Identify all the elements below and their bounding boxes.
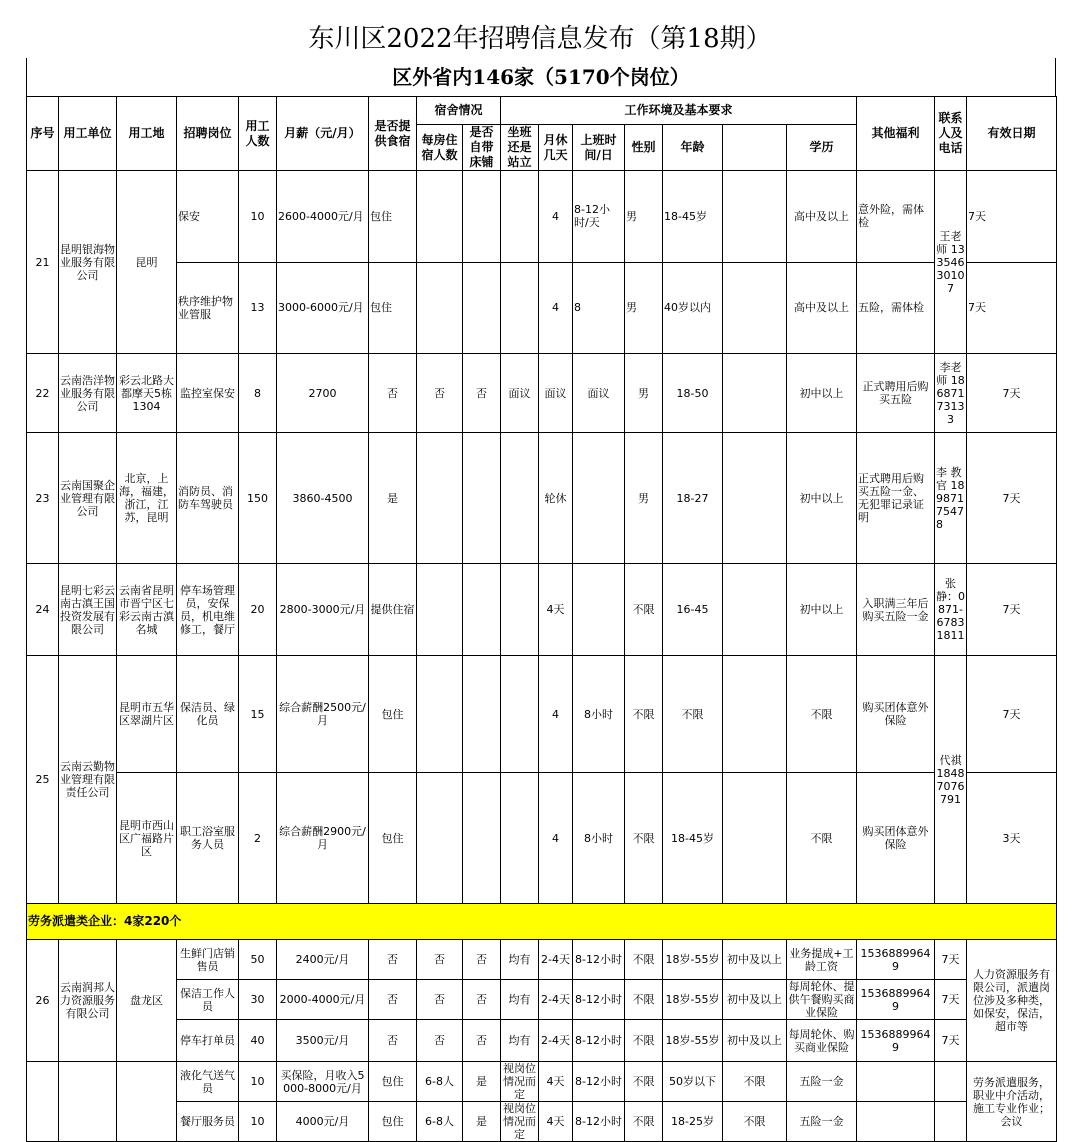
- table-cell: 否: [369, 980, 417, 1020]
- table-subtitle: 区外省内146家（5170个岗位）: [26, 58, 1056, 96]
- header-food: 是否提供食宿: [369, 97, 417, 171]
- table-cell: 提供住宿: [369, 564, 417, 656]
- table-cell: 8-12小时: [573, 1020, 625, 1062]
- table-cell: 不限: [625, 773, 663, 904]
- header-dorm-per: 每房住宿人数: [417, 125, 463, 171]
- table-cell: 初中以上: [787, 433, 857, 564]
- table-row: [27, 980, 1057, 1020]
- table-cell: 8-12小时: [573, 980, 625, 1020]
- table-cell: 面议: [539, 354, 573, 433]
- table-cell: 购买团体意外保险: [857, 773, 935, 904]
- table-cell: 10: [239, 1062, 277, 1102]
- table-cell: 不限: [625, 1062, 663, 1102]
- table-cell: 包住: [369, 171, 417, 263]
- table-cell: [463, 262, 501, 354]
- table-cell: 18岁-55岁: [663, 940, 723, 980]
- table-cell: 8-12小时: [573, 1062, 625, 1102]
- table-cell: 正式聘用后购买五险: [857, 354, 935, 433]
- table-cell: [573, 433, 625, 564]
- table-cell: 4天: [539, 564, 573, 656]
- table-cell: [417, 262, 463, 354]
- table-cell: 7天: [967, 262, 1057, 354]
- table-cell: 张静：0871-67831811: [935, 564, 967, 656]
- table-cell: 不限: [625, 656, 663, 773]
- table-cell: 五险一金: [787, 1102, 857, 1142]
- table-cell: 20: [239, 564, 277, 656]
- table-cell: 18岁-55岁: [663, 980, 723, 1020]
- table-cell: 保洁工作人员: [177, 980, 239, 1020]
- table-cell: [573, 564, 625, 656]
- table-cell: 不限: [625, 980, 663, 1020]
- table-cell: 生鲜门店销售员: [177, 940, 239, 980]
- table-cell: 昆明: [117, 171, 177, 354]
- table-cell: 7天: [967, 171, 1057, 263]
- table-cell: 每周轮休、提供午餐购买商业保险: [788, 980, 855, 1019]
- table-cell: 不限: [723, 1102, 787, 1142]
- table-cell: 保洁员、绿化员: [177, 656, 239, 773]
- table-cell: [463, 171, 501, 263]
- empty-cell: [723, 262, 787, 354]
- recruitment-table: [26, 96, 1057, 1142]
- table-cell: 2-4天: [539, 940, 573, 980]
- table-cell: 包住: [369, 1102, 417, 1142]
- table-cell: 21: [27, 171, 59, 354]
- table-row: [27, 564, 1057, 656]
- table-cell: 50岁以下: [663, 1062, 723, 1102]
- table-cell: 监控室保安: [177, 354, 239, 433]
- table-cell: [417, 564, 463, 656]
- table-cell: 否: [463, 980, 501, 1020]
- table-cell: 昆明七彩云南古滇王国投资发展有限公司: [59, 564, 117, 656]
- table-cell: 2800-3000元/月: [277, 564, 369, 656]
- table-cell: 均有: [501, 940, 539, 980]
- table-cell: 8-12小时: [573, 1102, 625, 1142]
- empty-cell: [723, 773, 787, 904]
- table-cell: 停车场管理员，安保员，机电维修工，餐厅: [177, 564, 239, 656]
- table-cell: 昆明市五华区翠湖片区: [117, 656, 177, 773]
- table-cell: 15: [239, 656, 277, 773]
- table-cell: 面议: [501, 354, 539, 433]
- header-unit: 用工单位: [59, 97, 117, 171]
- table-cell: 4000元/月: [277, 1102, 369, 1142]
- table-cell: 2-4天: [539, 1020, 573, 1062]
- table-cell: 4天: [539, 1102, 573, 1142]
- table-cell: 初中及以上: [723, 1020, 787, 1062]
- table-cell: 李老师 18687173133: [935, 354, 967, 433]
- table-cell: 劳务派遣服务，职业中介活动，施工专业作业；会议: [967, 1062, 1057, 1142]
- table-cell: 均有: [501, 1020, 539, 1062]
- empty-cell: [723, 564, 787, 656]
- table-cell: 4: [539, 171, 573, 263]
- table-cell: [501, 262, 539, 354]
- table-cell: 8小时: [573, 773, 625, 904]
- table-cell: 3500元/月: [277, 1020, 369, 1062]
- table-cell: [463, 656, 501, 773]
- table-row: [27, 656, 1057, 773]
- header-sit: 坐班还是站立: [501, 125, 539, 171]
- table-cell: [935, 1062, 967, 1102]
- table-cell: 人力资源服务有限公司，派遣岗位涉及多种类，如保安，保洁，超市等: [967, 940, 1057, 1062]
- table-cell: 正式聘用后购买五险一金、无犯罪记录证明: [857, 433, 935, 564]
- table-cell: 否: [417, 980, 463, 1020]
- table-cell: 消防员、消防车驾驶员: [177, 433, 239, 564]
- table-cell: [117, 1062, 177, 1142]
- table-cell: [463, 564, 501, 656]
- table-cell: 否: [417, 940, 463, 980]
- table-cell: 购买团体意外保险: [857, 656, 935, 773]
- table-cell: 10: [239, 171, 277, 263]
- table-cell: 包住: [369, 656, 417, 773]
- table-cell: 不限: [787, 656, 857, 773]
- table-cell: 综合薪酬2900元/月: [277, 773, 369, 904]
- empty-cell: [723, 656, 787, 773]
- table-cell: [417, 773, 463, 904]
- table-cell: 王老师 13354630107: [935, 171, 967, 354]
- table-row: [27, 433, 1057, 564]
- header-dorm: 宿舍情况: [417, 97, 501, 125]
- table-cell: 7天: [967, 564, 1057, 656]
- table-cell: [501, 433, 539, 564]
- table-cell: 15368899649: [857, 940, 935, 980]
- header-seq: 序号: [27, 97, 59, 171]
- header-age: 年龄: [663, 125, 723, 171]
- recruitment-table-frame: [26, 58, 1056, 1141]
- table-cell: 男: [625, 433, 663, 564]
- header-contact: 联系人及电话: [935, 97, 967, 171]
- table-cell: 初中及以上: [723, 940, 787, 980]
- table-cell: 否: [463, 354, 501, 433]
- table-cell: 不限: [625, 940, 663, 980]
- table-cell: 不限: [663, 656, 723, 773]
- table-cell: 7天: [967, 433, 1057, 564]
- header-valid: 有效日期: [967, 97, 1057, 171]
- section-title: 劳务派遣类企业：4家220个: [27, 904, 1057, 940]
- table-cell: 北京，上海，福建，浙江，江苏，昆明: [117, 433, 177, 564]
- table-cell: 40岁以内: [663, 262, 723, 354]
- table-cell: 男: [625, 262, 663, 354]
- table-cell: 6-8人: [417, 1102, 463, 1142]
- table-cell: [417, 433, 463, 564]
- table-cell: 7天: [935, 980, 967, 1020]
- header-welfare: 其他福利: [857, 97, 935, 171]
- table-cell: 4: [539, 262, 573, 354]
- table-cell: 18-50: [663, 354, 723, 433]
- table-cell: 男: [625, 171, 663, 263]
- table-cell: 10: [239, 1102, 277, 1142]
- table-cell: 男: [625, 354, 663, 433]
- header-edu: 学历: [787, 125, 857, 171]
- header-hours: 上班时间/日: [573, 125, 625, 171]
- table-cell: 4天: [539, 1062, 573, 1102]
- header-days: 月休几天: [539, 125, 573, 171]
- table-cell: 初中以上: [787, 564, 857, 656]
- table-cell: 保安: [177, 171, 239, 263]
- table-cell: 8小时: [573, 656, 625, 773]
- table-row: [27, 171, 1057, 263]
- table-cell: 包住: [369, 1062, 417, 1102]
- table-cell: 30: [239, 980, 277, 1020]
- table-cell: 云南浩洋物业服务有限公司: [59, 354, 117, 433]
- table-cell: 6-8人: [417, 1062, 463, 1102]
- table-cell: 否: [417, 354, 463, 433]
- header-salary: 月薪（元/月）: [277, 97, 369, 171]
- header-env: 工作环境及基本要求: [501, 97, 857, 125]
- table-cell: 15368899649: [857, 1020, 935, 1062]
- table-cell: 24: [27, 564, 59, 656]
- table-cell: 盘龙区: [117, 940, 177, 1062]
- table-cell: 五险一金: [787, 1062, 857, 1102]
- table-cell: 否: [369, 1020, 417, 1062]
- header-count: 用工人数: [239, 97, 277, 171]
- table-cell: 轮休: [539, 433, 573, 564]
- table-cell: 150: [239, 433, 277, 564]
- table-cell: 李 教 官 18987175478: [935, 433, 967, 564]
- section-row: [27, 904, 1057, 940]
- table-cell: 入职满三年后购买五险一金: [857, 564, 935, 656]
- table-cell: 是: [463, 1102, 501, 1142]
- table-cell: 2400元/月: [277, 940, 369, 980]
- table-row: [27, 354, 1057, 433]
- table-cell: [463, 773, 501, 904]
- table-cell: 否: [369, 354, 417, 433]
- table-cell: 18-45岁: [663, 773, 723, 904]
- table-cell: 包住: [369, 262, 417, 354]
- table-cell: 4: [539, 773, 573, 904]
- table-cell: [27, 1062, 59, 1142]
- table-cell: 不限: [723, 1062, 787, 1102]
- table-cell: 40: [239, 1020, 277, 1062]
- table-cell: 买保险，月收入5000-8000元/月: [277, 1062, 369, 1102]
- table-cell: 3860-4500: [277, 433, 369, 564]
- table-cell: 五险，需体检: [857, 262, 935, 354]
- table-cell: 意外险，需体检: [857, 171, 935, 263]
- table-cell: [59, 1062, 117, 1142]
- table-cell: 包住: [369, 773, 417, 904]
- table-cell: 职工浴室服务人员: [177, 773, 239, 904]
- table-cell: 云南云勤物业管理有限责任公司: [59, 656, 117, 904]
- table-row: [27, 262, 1057, 354]
- table-cell: [417, 171, 463, 263]
- table-cell: 业务提成+工龄工资: [787, 940, 857, 980]
- table-cell: 8: [239, 354, 277, 433]
- table-cell: 代祺 18487076791: [935, 656, 967, 904]
- table-cell: 昆明市西山区广福路片区: [117, 773, 177, 904]
- table-cell: 8: [573, 262, 625, 354]
- table-cell: 2-4天: [539, 980, 573, 1020]
- table-row: [27, 1020, 1057, 1062]
- table-cell: [935, 1102, 967, 1142]
- table-cell: 18岁-55岁: [663, 1020, 723, 1062]
- table-cell: 不限: [625, 564, 663, 656]
- table-cell: 初中以上: [787, 354, 857, 433]
- table-cell: 初中及以上: [723, 980, 787, 1020]
- table-cell: 3000-6000元/月: [277, 262, 369, 354]
- table-cell: 视岗位情况而定: [501, 1062, 539, 1102]
- table-cell: [417, 656, 463, 773]
- table-row: [27, 1062, 1057, 1102]
- table-cell: 视岗位情况而定: [501, 1102, 539, 1142]
- table-cell: 综合薪酬2500元/月: [277, 656, 369, 773]
- table-cell: [857, 1062, 935, 1102]
- table-cell: 7天: [967, 354, 1057, 433]
- table-cell: 26: [27, 940, 59, 1062]
- table-cell: 餐厅服务员: [177, 1102, 239, 1142]
- table-cell: 是: [369, 433, 417, 564]
- table-cell: 2000-4000元/月: [277, 980, 369, 1020]
- table-cell: 25: [27, 656, 59, 904]
- table-cell: [501, 564, 539, 656]
- table-cell: 7天: [967, 656, 1057, 773]
- table-cell: 2700: [277, 354, 369, 433]
- table-cell: [463, 433, 501, 564]
- table-cell: 液化气送气员: [177, 1062, 239, 1102]
- table-cell: 云南省昆明市晋宁区七彩云南古滇名城: [117, 564, 177, 656]
- table-cell: 云南国聚企业管理有限公司: [59, 433, 117, 564]
- table-row: [27, 773, 1057, 904]
- table-cell: 秩序维护物业管服: [177, 262, 239, 354]
- table-cell: 7天: [935, 940, 967, 980]
- table-cell: 否: [417, 1020, 463, 1062]
- header-dorm-self: 是否自带床铺: [463, 125, 501, 171]
- header-place: 用工地: [117, 97, 177, 171]
- table-cell: 否: [463, 940, 501, 980]
- table-cell: [501, 773, 539, 904]
- table-cell: 23: [27, 433, 59, 564]
- table-cell: 4: [539, 656, 573, 773]
- empty-cell: [723, 171, 787, 263]
- table-cell: 50: [239, 940, 277, 980]
- table-cell: 18-27: [663, 433, 723, 564]
- page-title: 东川区2022年招聘信息发布（第18期）: [308, 24, 772, 54]
- table-cell: 均有: [501, 980, 539, 1020]
- table-cell: 不限: [625, 1102, 663, 1142]
- table-cell: 停车打单员: [177, 1020, 239, 1062]
- header-position: 招聘岗位: [177, 97, 239, 171]
- table-cell: 是: [463, 1062, 501, 1102]
- empty-cell: [723, 354, 787, 433]
- table-cell: 18-45岁: [663, 171, 723, 263]
- table-row: [27, 1102, 1057, 1142]
- table-cell: 16-45: [663, 564, 723, 656]
- table-cell: 13: [239, 262, 277, 354]
- table-cell: 否: [369, 940, 417, 980]
- table-cell: 2: [239, 773, 277, 904]
- table-cell: 面议: [573, 354, 625, 433]
- table-row: [27, 940, 1057, 980]
- table-cell: [501, 171, 539, 263]
- table-cell: 不限: [625, 1020, 663, 1062]
- table-cell: 7天: [935, 1020, 967, 1062]
- header-blank: [723, 125, 787, 171]
- table-cell: 每周轮休、购买商业保险: [787, 1020, 857, 1062]
- table-cell: [857, 1102, 935, 1142]
- table-cell: 不限: [787, 773, 857, 904]
- table-cell: 彩云北路大都摩天5栋1304: [117, 354, 177, 433]
- table-cell: 高中及以上: [787, 262, 857, 354]
- table-cell: 22: [27, 354, 59, 433]
- empty-cell: [723, 433, 787, 564]
- table-cell: 2600-4000元/月: [277, 171, 369, 263]
- table-cell: 昆明银海物业服务有限公司: [59, 171, 117, 354]
- table-cell: 高中及以上: [787, 171, 857, 263]
- table-cell: [501, 656, 539, 773]
- table-cell: 否: [463, 1020, 501, 1062]
- table-cell: 3天: [967, 773, 1057, 904]
- table-cell: 15368899649: [857, 980, 935, 1020]
- table-cell: 云南润邦人力资源服务有限公司: [59, 940, 117, 1062]
- header-gender: 性别: [625, 125, 663, 171]
- table-cell: 18-25岁: [663, 1102, 723, 1142]
- table-cell: 8-12小时/天: [573, 171, 625, 263]
- table-cell: 8-12小时: [573, 940, 625, 980]
